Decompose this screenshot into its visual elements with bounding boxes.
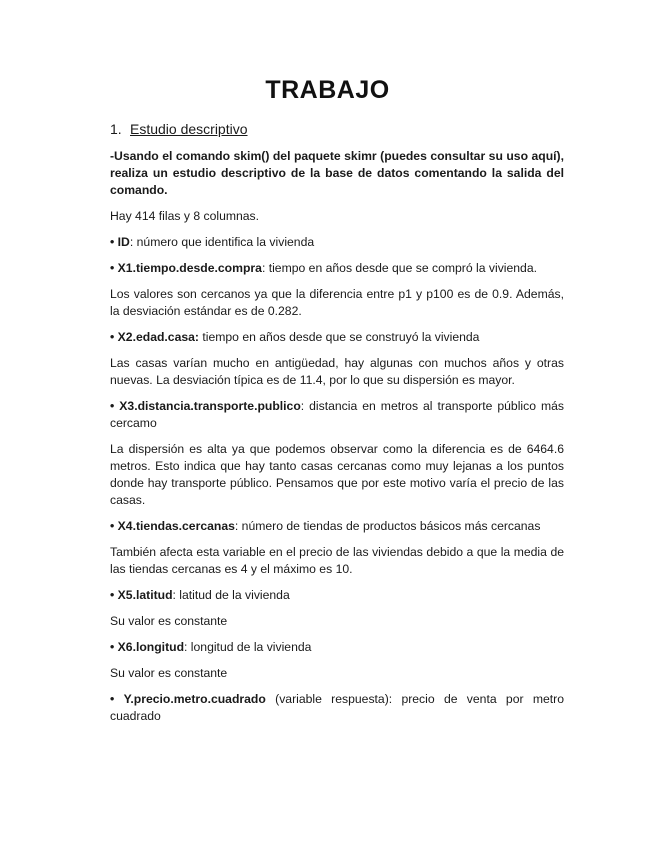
variable-item-x6 [110, 639, 564, 656]
variable-comment-x6: Su valor es constante [110, 666, 228, 680]
document-title: TRABAJO [265, 76, 390, 104]
variable-comment-x5: Su valor es constante [110, 614, 228, 628]
bullet-icon: • [110, 519, 115, 533]
bullet-icon: • [110, 640, 115, 654]
variable-item-x1 [110, 260, 564, 277]
variable-name: ID [117, 235, 130, 249]
section-number: 1. [110, 121, 122, 137]
variable-item-x4 [110, 518, 564, 535]
variable-item-y [110, 691, 564, 725]
variable-description: : latitud de la vivienda [172, 588, 290, 602]
variable-name: X4.tiendas.cercanas [117, 519, 235, 533]
variable-description: (variable respuesta): precio de venta por metro cuadrado [110, 692, 564, 723]
bullet-icon: • [110, 261, 115, 275]
instruction-paragraph: -Usando el comando skim() del paquete skimr (puedes consultar su uso aquí), realiza un estudio descriptivo de la base de datos comentando la salida del comando. [110, 149, 564, 197]
bullet-icon: • [110, 330, 115, 344]
bullet-icon: • [110, 588, 115, 602]
variable-comment-x2: Las casas varían mucho en antigüedad, hay algunas con muchos años y otras nuevas. La desviación típica es de 11.4, por lo que su dispersión es mayor. [110, 356, 564, 387]
variable-description: : tiempo en años desde que se compró la vivienda. [261, 261, 538, 275]
variable-name: Y.precio.metro.cuadrado [123, 692, 266, 706]
variable-description: : longitud de la vivienda [184, 640, 312, 654]
bullet-icon: • [110, 692, 115, 706]
variable-item-x5 [110, 587, 564, 604]
variable-name: X1.tiempo.desde.compra [117, 261, 262, 275]
section-heading [110, 120, 564, 138]
document-body [110, 120, 564, 734]
variable-description: tiempo en años desde que se construyó la vivienda [198, 330, 480, 344]
bullet-icon: • [110, 235, 115, 249]
variable-item-id [110, 234, 564, 251]
variable-comment-x1: Los valores son cercanos ya que la diferencia entre p1 y p100 es de 0.9. Además, la desviación estándar es de 0.282. [110, 287, 564, 318]
variable-description: : número que identifica la vivienda [129, 235, 315, 249]
variable-name: X5.latitud [117, 588, 173, 602]
variable-comment-x4: También afecta esta variable en el precio de las viviendas debido a que la media de las tiendas cercanas es 4 y el máximo es 10. [110, 545, 564, 576]
bullet-icon: • [110, 399, 115, 413]
variable-description: : número de tiendas de productos básicos más cercanas [234, 519, 541, 533]
section-label: Estudio descriptivo [130, 121, 248, 137]
variable-description: : distancia en metros al transporte público más cercamo [110, 399, 565, 430]
summary-paragraph: Hay 414 filas y 8 columnas. [110, 209, 260, 223]
variable-item-x3 [110, 398, 564, 432]
variable-name: X6.longitud [117, 640, 185, 654]
variable-name: X2.edad.casa: [117, 330, 199, 344]
variable-name: X3.distancia.transporte.publico [119, 399, 301, 413]
variable-item-x2 [110, 329, 564, 346]
variable-comment-x3: La dispersión es alta ya que podemos observar como la diferencia es de 6464.6 metros. Esto indica que hay tanto casas cercanas como muy lejanas a los puntos donde hay transporte público. Pensamos que por este motivo varía el precio de las casas. [110, 442, 564, 507]
